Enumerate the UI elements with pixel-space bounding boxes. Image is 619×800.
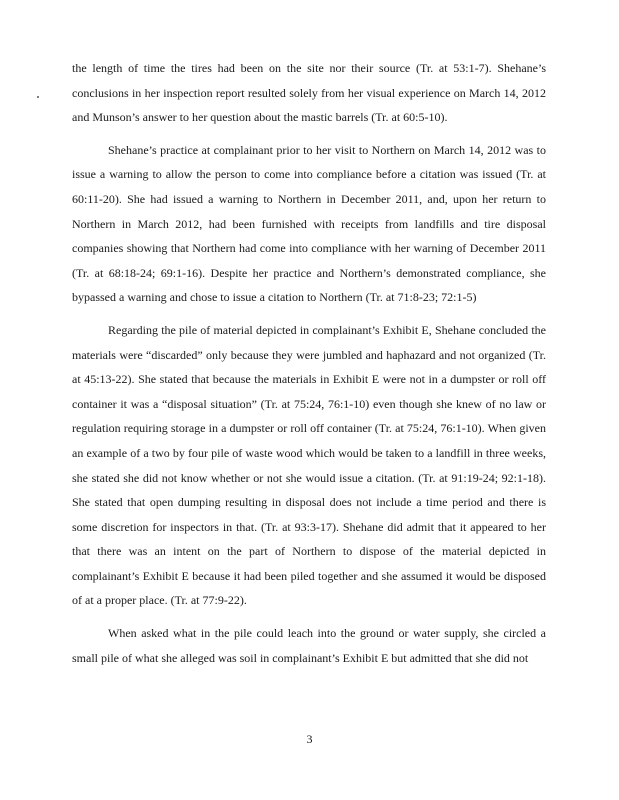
page-number: 3	[306, 732, 313, 746]
paragraph-leach-question: When asked what in the pile could leach into the ground or water supply, she circled a small pile of what she alleged was soil in complainant’s Exhibit E but admitted that she did not	[72, 626, 546, 665]
scan-artifact-dot	[37, 96, 39, 98]
paragraph-warning-practice: Shehane’s practice at complainant prior to her visit to Northern on March 14, 2012 was to issue a warning to allow the person to come into compliance before a citation was issued (Tr. at 60:11-20). She had issued a warning to Northern in December 2011, and, upon her return to Northern in March 2012, had been furnished with receipts from landfills and tire disposal companies showing that Northern had come into compliance with her warning of December 2011 (Tr. at 68:18-24; 69:1-16). Despite her practice and Northern’s demonstrated compliance, she bypassed a warning and chose to issue a citation to Northern (Tr. at 71:8-23; 72:1-5)	[72, 142, 546, 305]
body-text	[72, 56, 546, 678]
paragraph-exhibit-e: Regarding the pile of material depicted in complainant’s Exhibit E, Shehane concluded the materials were “discarded” only because they were jumbled and haphazard and not organized (Tr. at 45:13-22). She stated that because the materials in Exhibit E were not in a dumpster or roll off container it was a “disposal situation” (Tr. at 75:24, 76:1-10) even though she knew of no law or regulation requiring storage in a dumpster or roll off container (Tr. at 75:24, 76:1-10). When given an example of a two by four pile of waste wood which would be taken to a landfill in three weeks, she stated she did not know whether or not she would issue a citation. (Tr. at 91:19-24; 92:1-18). She stated that open dumping resulting in disposal does not include a time period and there is some discretion for inspectors in that. (Tr. at 93:3-17). Shehane did admit that it appeared to her that there was an intent on the part of Northern to dispose of the material depicted in complainant’s Exhibit E because it had been piled together and she assumed it would be disposed of at a proper place. (Tr. at 77:9-22).	[72, 322, 546, 608]
paragraph-continuation: the length of time the tires had been on the site nor their source (Tr. at 53:1-7). Shehane’s conclusions in her inspection report resulted solely from her visual experience on March 14, 2012 and Munson’s answer to her question about the mastic barrels (Tr. at 60:5-10).	[72, 61, 546, 125]
